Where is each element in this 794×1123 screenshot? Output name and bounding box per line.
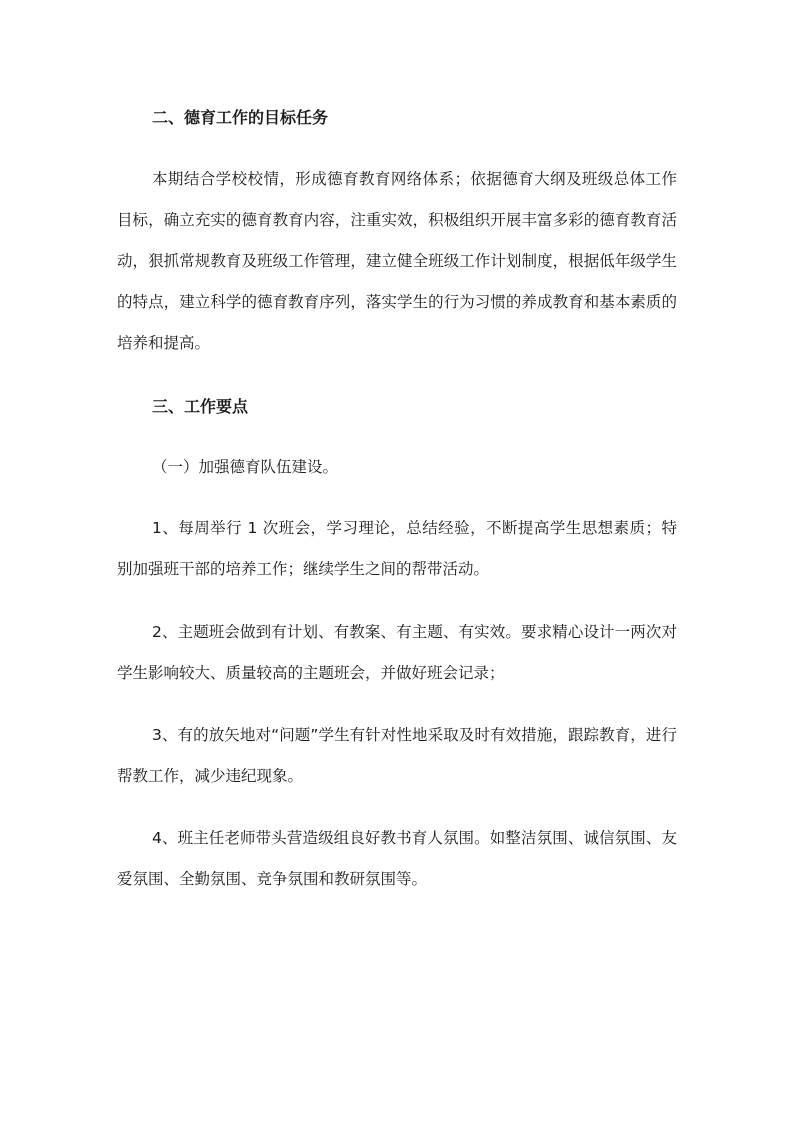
- list-item-1: 1、每周举行 1 次班会，学习理论，总结经验，不断提高学生思想素质；特别加强班干部的培养工作；继续学生之间的帮带活动。: [117, 519, 677, 578]
- paragraph-goals: 本期结合学校校情，形成德育教育网络体系；依据德育大纲及班级总体工作目标，确立充实的德育教育内容，注重实效，积极组织开展丰富多彩的德育教育活动，狠抓常规教育及班级工作管理，建立健全班级工作计划制度，根据低年级学生的特点，建立科学的德育教育序列，落实学生的行为习惯的养成教育和基本素质的培养和提高。: [117, 170, 677, 352]
- list-item-2: 2、主题班会做到有计划、有教案、有主题、有实效。要求精心设计一两次对学生影响较大、质量较高的主题班会，并做好班会记录；: [117, 623, 677, 682]
- list-item-4: 4、班主任老师带头营造级组良好教书育人氛围。如整洁氛围、诚信氛围、友爱氛围、全勤氛围、竞争氛围和教研氛围等。: [117, 829, 677, 888]
- section-heading-key-points: 三、工作要点: [152, 397, 249, 416]
- subheading-team-building: （一）加强德育队伍建设。: [152, 458, 339, 476]
- list-item-3: 3、有的放矢地对“问题”学生有针对性地采取及时有效措施，跟踪教育，进行帮教工作，减少违纪现象。: [117, 726, 677, 785]
- section-heading-goals: 二、德育工作的目标任务: [152, 108, 329, 127]
